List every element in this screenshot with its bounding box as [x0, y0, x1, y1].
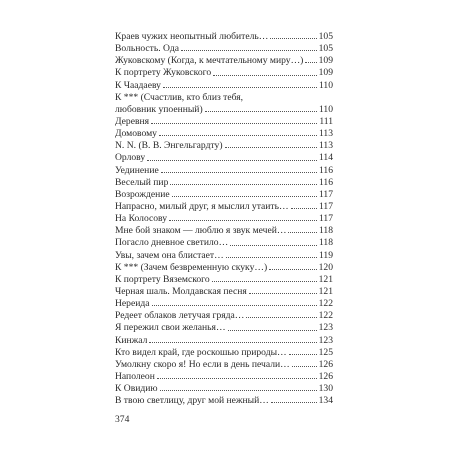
- toc-entry-title: Краев чужих неопытный любитель…: [115, 31, 269, 42]
- dot-leader: [181, 49, 317, 51]
- dot-leader: [169, 219, 317, 221]
- toc-entry: [115, 43, 333, 55]
- dot-leader: [226, 256, 317, 258]
- dot-leader: [292, 365, 317, 367]
- toc-entry-title: Домовому: [115, 128, 157, 140]
- toc-entry-page: 117: [318, 213, 333, 225]
- toc-entry: [115, 201, 333, 213]
- toc-entry-title: Увы, зачем она блистает…: [115, 249, 224, 261]
- toc-entry-page: 123: [318, 322, 333, 334]
- toc-entry-title: Напрасно, милый друг, я мыслил утаить…: [115, 200, 289, 212]
- toc-entry-page: 122: [318, 298, 333, 310]
- toc-entry-page: 116: [318, 164, 333, 176]
- dot-leader: [212, 280, 317, 282]
- toc-entry-title: Орлову: [115, 152, 146, 164]
- toc-entry-title: Веселый пир: [115, 176, 169, 188]
- toc-entry-page: 117: [318, 200, 333, 212]
- toc-entry-title: Нереида: [115, 298, 150, 310]
- toc-entry-title: К *** (Зачем безвременную скуку…): [115, 261, 268, 273]
- toc-entry-title: Редеет облаков летучая гряда…: [115, 310, 245, 322]
- toc-entry-page: 120: [318, 261, 333, 273]
- toc-entry-title: Черная шаль. Молдавская песня: [115, 285, 247, 297]
- toc-entry-page: 113: [318, 128, 333, 140]
- toc-entry: [115, 140, 333, 152]
- dot-leader: [149, 341, 316, 343]
- toc-entry-page: 126: [318, 358, 333, 370]
- toc-entry-title: любовник упоенный): [115, 103, 203, 115]
- toc-entry: [115, 359, 333, 371]
- toc-entry: [115, 165, 333, 177]
- toc-entry: [115, 177, 333, 189]
- toc-entry-title: Возрождение: [115, 188, 170, 200]
- toc-entry-page: 116: [318, 176, 333, 188]
- dot-leader: [213, 74, 316, 76]
- toc-entry: [115, 67, 333, 79]
- toc-entry: [115, 116, 333, 128]
- toc-entry-page: 110: [318, 79, 333, 91]
- dot-leader: [172, 195, 317, 197]
- toc-entry: [115, 274, 333, 286]
- toc-entry-title: Погасло дневное светило…: [115, 237, 229, 249]
- toc-entry-title: Я пережил свои желанья…: [115, 322, 226, 334]
- dot-leader: [305, 61, 316, 63]
- dot-leader: [270, 37, 316, 39]
- toc-entry: [115, 152, 333, 164]
- toc-entry-page: 121: [318, 273, 333, 285]
- toc-entry-page: 118: [318, 237, 333, 249]
- toc-entry-page: 130: [318, 383, 333, 395]
- toc-entry: [115, 189, 333, 201]
- dot-leader: [228, 329, 317, 331]
- toc-entry: [115, 383, 333, 395]
- toc-entry-title: Деревня: [115, 115, 150, 127]
- dot-leader: [163, 86, 317, 88]
- toc-entry: [115, 335, 333, 347]
- toc-entry-page: 111: [319, 115, 333, 127]
- dot-leader: [230, 244, 317, 246]
- toc-entry: [115, 322, 333, 334]
- toc-entry-page: 118: [318, 225, 333, 237]
- toc-entry-page: 109: [318, 55, 333, 67]
- toc-entry-page: 105: [318, 31, 333, 42]
- toc-entry: [115, 80, 333, 92]
- toc-entry: [115, 310, 333, 322]
- toc-entry-page: 122: [318, 310, 333, 322]
- toc-entry-title: Мне бой знаком — люблю я звук мечей…: [115, 225, 287, 237]
- toc-entry-title: К Овидию: [115, 383, 158, 395]
- toc-entry-title: Жуковскому (Когда, к мечтательному миру…): [115, 55, 304, 67]
- dot-leader: [205, 110, 317, 112]
- dot-leader: [147, 159, 317, 161]
- toc-entry-page: 105: [318, 43, 333, 55]
- toc-entry-title: К Чаадаеву: [115, 79, 161, 91]
- dot-leader: [289, 353, 317, 355]
- dot-leader: [246, 316, 316, 318]
- toc-entry-page: 114: [318, 152, 333, 164]
- toc-entry-page: 123: [318, 334, 333, 346]
- toc-entry-title: К *** (Счастлив, кто близ тебя,: [115, 91, 244, 103]
- toc-entry-page: 109: [318, 67, 333, 79]
- toc-entry-page: 117: [318, 188, 333, 200]
- toc-entry-page: 121: [318, 285, 333, 297]
- toc-entry: [115, 347, 333, 359]
- dot-leader: [225, 146, 317, 148]
- toc-entry: [115, 128, 333, 140]
- toc-entry-title: Наполеон: [115, 370, 155, 382]
- toc-entry-title: Уединение: [115, 164, 159, 176]
- toc-entry-page: 125: [318, 346, 333, 358]
- toc-entry: [115, 286, 333, 298]
- toc-entry-title: К портрету Вяземского: [115, 273, 210, 285]
- toc-entry: [115, 104, 333, 116]
- toc-entry-page: 119: [318, 249, 333, 261]
- toc-entry-title: Вольность. Ода: [115, 43, 179, 55]
- dot-leader: [159, 134, 317, 136]
- toc-entry: [115, 371, 333, 383]
- table-of-contents: [115, 31, 333, 407]
- toc-entry-title: В твою светлицу, друг мой нежный…: [115, 395, 269, 407]
- toc-entry: [115, 92, 333, 104]
- toc-entry-title: Кинжал: [115, 334, 148, 346]
- dot-leader: [170, 183, 317, 185]
- toc-entry: [115, 225, 333, 237]
- dot-leader: [161, 171, 317, 173]
- toc-entry: [115, 237, 333, 249]
- toc-entry: [115, 298, 333, 310]
- dot-leader: [249, 292, 317, 294]
- toc-entry-title: N. N. (В. В. Энгельгардту): [115, 140, 223, 152]
- toc-entry-title: Кто видел край, где роскошью природы…: [115, 346, 287, 358]
- toc-entry-page: 113: [318, 140, 333, 152]
- dot-leader: [291, 207, 317, 209]
- toc-entry: [115, 213, 333, 225]
- dot-leader: [160, 389, 317, 391]
- toc-entry: [115, 250, 333, 262]
- dot-leader: [157, 377, 317, 379]
- page-number: 374: [115, 414, 130, 425]
- dot-leader: [288, 231, 316, 233]
- toc-entry: [115, 55, 333, 67]
- toc-entry: [115, 395, 333, 407]
- dot-leader: [151, 122, 317, 124]
- dot-leader: [271, 401, 317, 403]
- toc-entry-page: 134: [318, 395, 333, 407]
- toc-entry-title: На Колосову: [115, 213, 168, 225]
- toc-entry-page: 110: [318, 103, 333, 115]
- toc-entry-title: К портрету Жуковского: [115, 67, 212, 79]
- toc-entry-title: Умолкну скоро я! Но если в день печали…: [115, 358, 290, 370]
- toc-entry: [115, 262, 333, 274]
- dot-leader: [269, 268, 316, 270]
- dot-leader: [152, 304, 317, 306]
- toc-entry: [115, 31, 333, 43]
- toc-entry-page: 126: [318, 370, 333, 382]
